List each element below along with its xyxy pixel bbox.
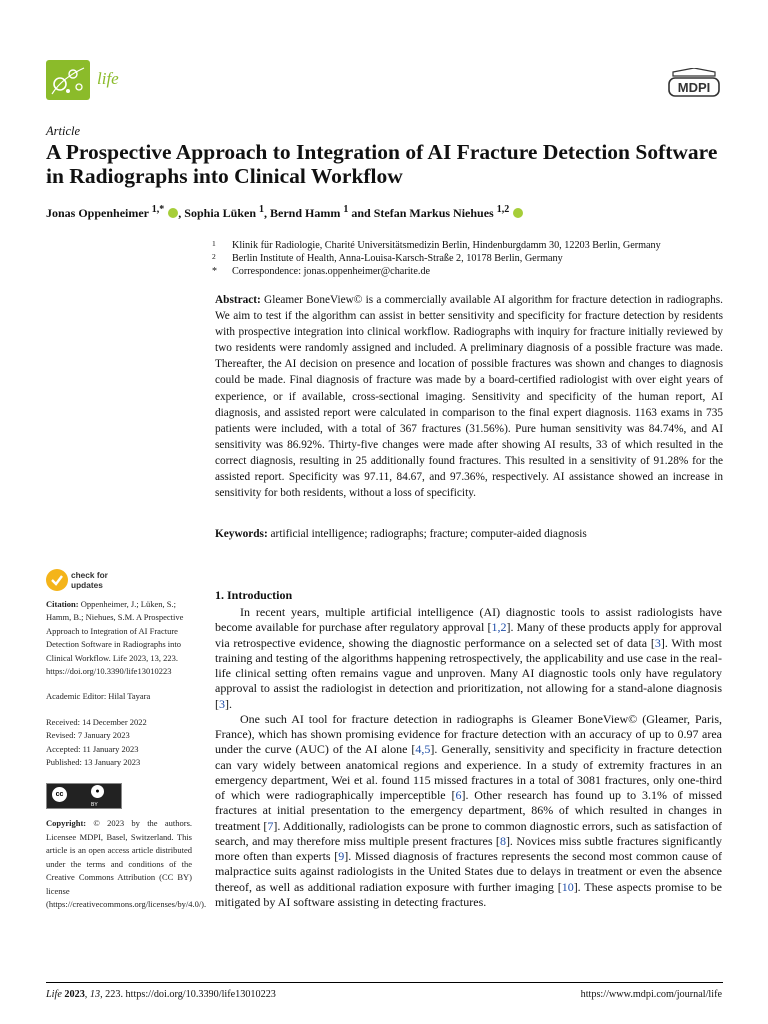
reference-link[interactable]: 9 xyxy=(338,849,345,863)
author-affiliation-mark: 1 xyxy=(343,204,349,215)
reference-link[interactable]: 10 xyxy=(561,879,574,894)
section-heading: 1. Introduction xyxy=(215,588,293,602)
journal-logo xyxy=(46,60,90,100)
orcid-icon[interactable] xyxy=(168,208,178,218)
cc-by-license-badge[interactable]: cc ● BY xyxy=(46,783,122,809)
article-type: Article xyxy=(46,124,81,138)
keywords-text: artificial intelligence; radiographs; fracture; computer-aided diagnosis xyxy=(270,528,587,540)
reference-link[interactable]: 8 xyxy=(499,833,506,848)
footer-journal-url[interactable]: https://www.mdpi.com/journal/life xyxy=(580,989,722,1000)
affiliation-item: 1 Klinik für Radiologie, Charité Universitätsmedizin Berlin, Hindenburgdamm 30, 12203 Berlin, Germany xyxy=(212,239,661,251)
body-text-run: ]. Novices miss subtle fractures significantly more often than experts [ xyxy=(215,833,722,863)
copyright: Copyright: © 2023 by the authors. Licensee MDPI, Basel, Switzerland. This article is an open access article distributed under the terms and conditions of the Creative Commons Attribution (CC BY) license (https://creativecommons.org/licenses/by/4.0/). xyxy=(46,818,207,909)
reference-link[interactable]: 3 xyxy=(654,635,661,650)
author[interactable]: Jonas Oppenheimer xyxy=(46,206,149,220)
body-text-run: One such AI tool for fracture detection in radiographs is Gleamer BoneView© (Gleamer, Paris, France), which has shown promising evidence for fracture detection with an accuracy of up to 0.97 area under the curve (AUC) of the AI alone [ xyxy=(215,711,722,757)
body-text-run: ]. Missed diagnosis of fractures represents the second most common cause of malpractice suits against radiologists in the United States due to delays in treatment or even the absence thereof, as well as additional radiation exposure with further imaging [ xyxy=(215,849,722,894)
affiliation-item: 2 Berlin Institute of Health, Anna-Louisa-Karsch-Straße 2, 10178 Berlin, Germany xyxy=(212,252,563,265)
author[interactable]: Bernd Hamm xyxy=(270,206,341,220)
footer-citation: Life 2023, 13, 223. https://doi.org/10.3390/life13010223 xyxy=(46,989,276,1000)
reference-link[interactable]: 3 xyxy=(219,696,225,711)
academic-editor: Academic Editor: Hilal Tayara xyxy=(46,691,151,702)
reference-link[interactable]: 4,5 xyxy=(415,742,431,757)
published-date: Published: 13 January 2023 xyxy=(46,757,141,768)
reference-link[interactable]: 1,2 xyxy=(491,620,507,635)
by-person-icon: ● xyxy=(91,785,104,798)
orcid-icon[interactable] xyxy=(513,208,523,218)
accepted-date: Accepted: 11 January 2023 xyxy=(46,743,139,754)
author-affiliation-mark: 1 xyxy=(259,204,265,215)
abstract-label: Abstract: xyxy=(215,294,261,306)
section-body xyxy=(215,605,722,910)
citation: Citation: Oppenheimer, J.; Lüken, S.; Hamm, B.; Niehues, S.M. A Prospective Approach to Integration of AI Fracture Detection Software in Radiographs into Clinical Workflow. Life 2023, 13, 223. https://doi.org/10.3390/life13010223 xyxy=(46,599,184,677)
author-affiliation-mark: 1,* xyxy=(151,204,165,215)
received-date: Received: 14 December 2022 xyxy=(46,716,147,727)
abstract xyxy=(215,292,723,501)
article-sidebar xyxy=(46,598,207,911)
body-text-run: In recent years, multiple artificial intelligence (AI) diagnostic tools to assist radiologists have become available for purchase after regulatory approval [ xyxy=(215,605,722,635)
body-text-run: ]. Additionally, radiologists can be prone to common diagnostic errors, such as satisfaction of search, and may therefore miss multiple present fractures [ xyxy=(215,818,722,848)
reference-link[interactable]: 7 xyxy=(267,818,274,833)
keywords xyxy=(215,528,723,540)
abstract-text: Gleamer BoneView© is a commercially available AI algorithm for fracture detection in radiographs. We aim to test if the algorithm can assist in better sensitivity and specificity for fracture detection by residents with prospective integration into clinical workflow. Radiographs with inquiry for fracture initially reviewed by two residents were randomly assigned and included. A preliminary diagnosis of a possible fracture was made. Thereafter, the AI decision on presence and location of possible fractures was shown and changes to diagnosis could be made. Final diagnosis of fracture was made by a board-certified radiologist with over eight years of experience, or if available, cross-sectional imaging. Sensitivity and specificity of the human report, AI diagnosis, and assisted report were calculated in comparison to the final expert diagnosis. 1163 exams in 735 patients were included, with a total of 367 fractures (31.56%). Pure human sensitivity was 84.74%, and AI sensitivity was 86.92%. Thirty-five changes were made after showing AI results, 33 of which resulted in the correct diagnosis, resulting in 25 additionally found fractures. This resulted in a sensitivity of 91.28% for the assisted report. Specificity was 97.11, 84.67, and 97.36%, respectively. AI assistance showed an increase in sensitivity for both residents, without a loss of specificity. xyxy=(215,294,723,500)
revised-date: Revised: 7 January 2023 xyxy=(46,730,130,741)
author-list: Jonas Oppenheimer $^{1,*}$ , Sophia Lüken $^1$, Bernd Hamm $^1$ and Stefan Markus Niehues $^{1,2}$ xyxy=(46,204,523,221)
article-title: A Prospective Approach to Integration of AI Fracture Detection Software in Radiographs into Clinical Workflow xyxy=(46,140,718,188)
affiliations xyxy=(208,239,661,279)
body-paragraph xyxy=(215,712,722,910)
keywords-label: Keywords: xyxy=(215,528,268,540)
correspondence: * Correspondence: jonas.oppenheimer@charite.de xyxy=(212,266,431,278)
author[interactable]: Stefan Markus Niehues xyxy=(373,206,494,220)
body-text-run: ]. Many of these products apply for approval via retrospective evidence, showing the diagnostic performance on a selected set of data [ xyxy=(215,620,723,650)
body-text-run: ]. These aspects promise to be mitigated by AI software assisting in detecting fractures. xyxy=(215,879,722,909)
body-paragraph xyxy=(215,605,722,712)
publisher-logo xyxy=(667,68,721,98)
check-updates-icon xyxy=(46,569,68,591)
cc-icon: cc xyxy=(52,787,67,802)
footer-rule xyxy=(46,982,723,983)
reference-link[interactable]: 6 xyxy=(455,788,462,802)
author[interactable]: Sophia Lüken xyxy=(184,206,257,220)
body-text-run: ]. Generally, sensitivity and specificity in fracture detection can vary widely between anatomical regions and experience. In a study of extremity fractures in an emergency department, Wei et al. found 115 missed fractures in a total of 3081 fractures, only one-third of which were radiographically imperceptible [ xyxy=(215,742,722,802)
svg-text:MDPI: MDPI xyxy=(677,80,711,95)
check-for-updates-button[interactable]: check for updates xyxy=(46,569,136,591)
body-text-run: ]. xyxy=(225,696,232,711)
body-text-run: ]. Other research has found up to 3.1% of missed fractures at initial presentation to the emergency department, 86% of which resulted in changes in treatment [ xyxy=(215,788,722,833)
journal-name: life xyxy=(97,69,119,88)
author-affiliation-mark: 1,2 xyxy=(496,204,510,215)
body-text-run: ]. With most training and testing of the algorithms happening retrospectively, the applicability and use case in the real-life clinical setting often remains vague and unproven. Many AI diagnostic tools only have regulatory approval to assist the radiologist in detection and prioritization, not allowing for a stand-alone diagnosis [ xyxy=(215,635,722,711)
